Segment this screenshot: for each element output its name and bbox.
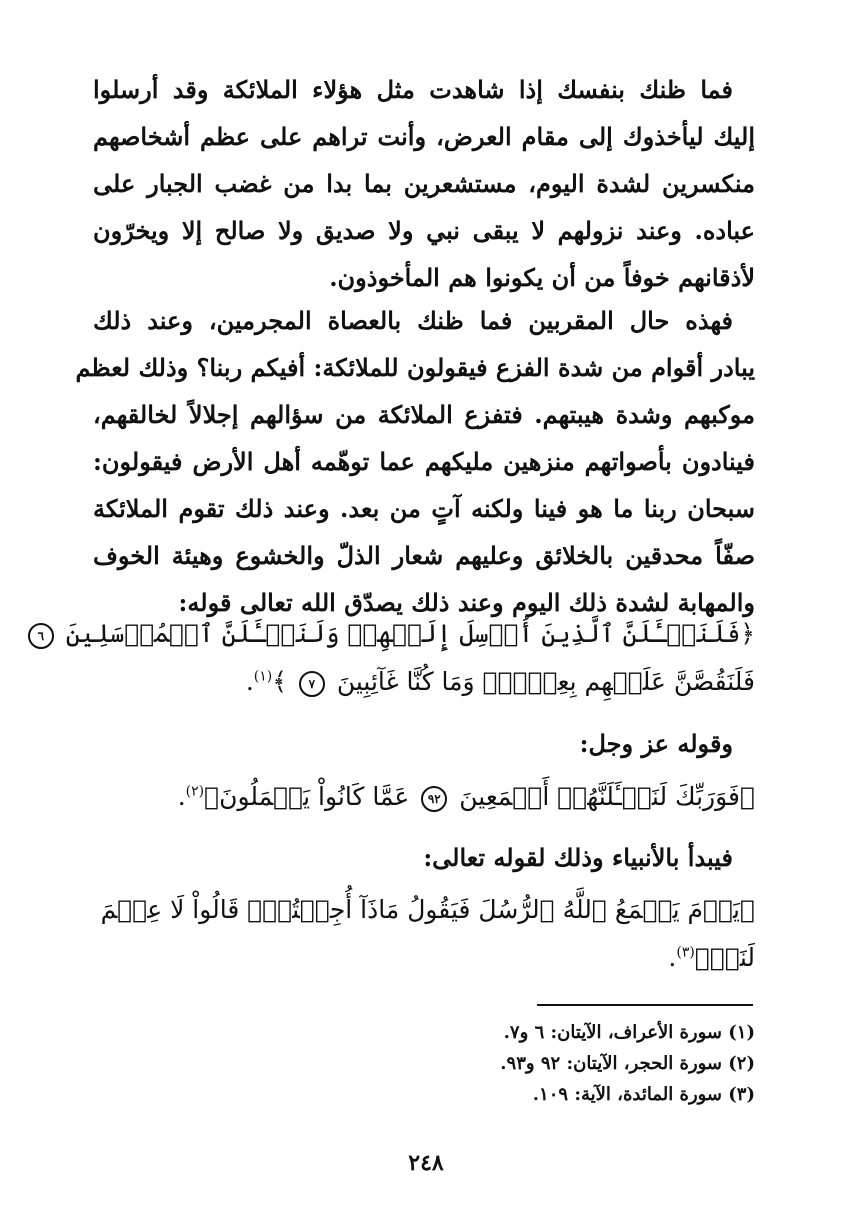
verse-end-period: . — [668, 943, 677, 972]
intro-line-3 — [93, 834, 755, 881]
footnote-item: (٣) سورة المائدة، الآية: ١٠٩. — [532, 1084, 755, 1105]
text-line: فهذه حال المقربين فما ظنك بالعصاة المجرمين، وعند ذلك — [93, 306, 733, 335]
verse-text: ﴿فَلَنَسۡـَٔلَنَّ ٱلَّذِينَ أُرۡسِلَ إِلَيۡهِمۡ وَلَنَسۡـَٔلَنَّ ٱلۡمُرۡسَلِينَ — [65, 619, 755, 648]
ayah-number-marker: ٧ — [299, 671, 325, 697]
text-line: منكسرين لشدة اليوم، مستشعرين بما بدا من غضب الجبار على — [93, 169, 755, 198]
verse-text: فَلَنَقُصَّنَّ عَلَيۡهِم بِعِلۡمٖۖ وَمَا كُنَّا غَآئِبِينَ — [336, 667, 755, 696]
page-number: ٢٤٨ — [408, 1150, 444, 1176]
footnote-divider — [537, 1004, 753, 1006]
verse-line — [93, 773, 755, 821]
quran-verse-1 — [37, 610, 755, 706]
verse-end-period: . — [245, 667, 254, 696]
verse-close-bracket: ﴾ — [272, 667, 287, 696]
footnote-item: (١) سورة الأعراف، الآيتان: ٦ و٧. — [503, 1022, 755, 1043]
text-line: لأذقانهم خوفاً من أن يكونوا هم المأخوذون. — [329, 263, 755, 292]
ayah-number-marker: ٩٢ — [421, 786, 447, 812]
text-line: عباده. وعند نزولهم لا يبقى نبي ولا صديق ولا صالح إلا ويخرّون — [93, 216, 755, 245]
footnote-reference: (٣) — [676, 944, 695, 961]
text-line: فما ظنك بنفسك إذا شاهدت مثل هؤلاء الملائكة وقد أرسلوا — [93, 75, 733, 104]
text-line: فينادون بأصواتهم منزهين مليكهم عما توهّمه أهل الأرض فيقولون: — [93, 447, 755, 476]
text-line: فيبدأ بالأنبياء وذلك لقوله تعالى: — [423, 843, 733, 872]
paragraph-1 — [93, 66, 755, 301]
verse-line — [93, 658, 755, 706]
intro-line-2 — [93, 720, 755, 767]
verse-text: عَمَّا كَانُواْ يَعۡمَلُونَ﴾ — [204, 782, 410, 811]
quran-verse-2 — [93, 773, 755, 821]
verse-line: ﴿يَوۡمَ يَجۡمَعُ ٱللَّهُ ٱلرُّسُلَ فَيَقُولُ مَاذَآ أُجِبۡتُمۡۖ قَالُواْ لَا عِلۡمَ — [100, 895, 755, 924]
quran-verse-3 — [93, 886, 755, 982]
footnotes — [355, 1017, 755, 1110]
text-line: يبادر أقوام من شدة الفزع فيقولون للملائكة: أفيكم ربنا؟ وذلك لعظم — [75, 353, 755, 382]
text-line: والمهابة لشدة ذلك اليوم وعند ذلك يصدّق الله تعالى قوله: — [178, 588, 755, 617]
ayah-number-marker: ٦ — [28, 623, 54, 649]
text-line: وقوله عز وجل: — [579, 729, 733, 758]
verse-end-period: . — [177, 782, 186, 811]
verse-line — [93, 934, 755, 982]
footnote-reference: (١) — [253, 668, 273, 685]
footnote-reference: (٢) — [185, 783, 205, 800]
text-line: إليك ليأخذوك إلى مقام العرض، وأنت تراهم على عظم أشخاصهم — [93, 122, 755, 151]
verse-text: ﴿فَوَرَبِّكَ لَنَسۡـَٔلَنَّهُمۡ أَجۡمَعِينَ — [459, 782, 755, 811]
verse-line — [37, 610, 755, 658]
text-line: سبحان ربنا ما هو فينا ولكنه آتٍ من بعد. وعند ذلك تقوم الملائكة — [93, 494, 755, 523]
text-line: صفّاً محدقين بالخلائق وعليهم شعار الذلّ والخشوع وهيئة الخوف — [93, 541, 755, 570]
paragraph-2 — [75, 297, 755, 626]
footnote-item: (٢) سورة الحجر، الآيتان: ٩٢ و٩٣. — [500, 1053, 755, 1074]
text-line: موكبهم وشدة هيبتهم. فتفزع الملائكة من سؤالهم إجلالاً لخالقهم، — [93, 400, 755, 429]
verse-text: لَنَآۖ﴾ — [694, 943, 755, 972]
